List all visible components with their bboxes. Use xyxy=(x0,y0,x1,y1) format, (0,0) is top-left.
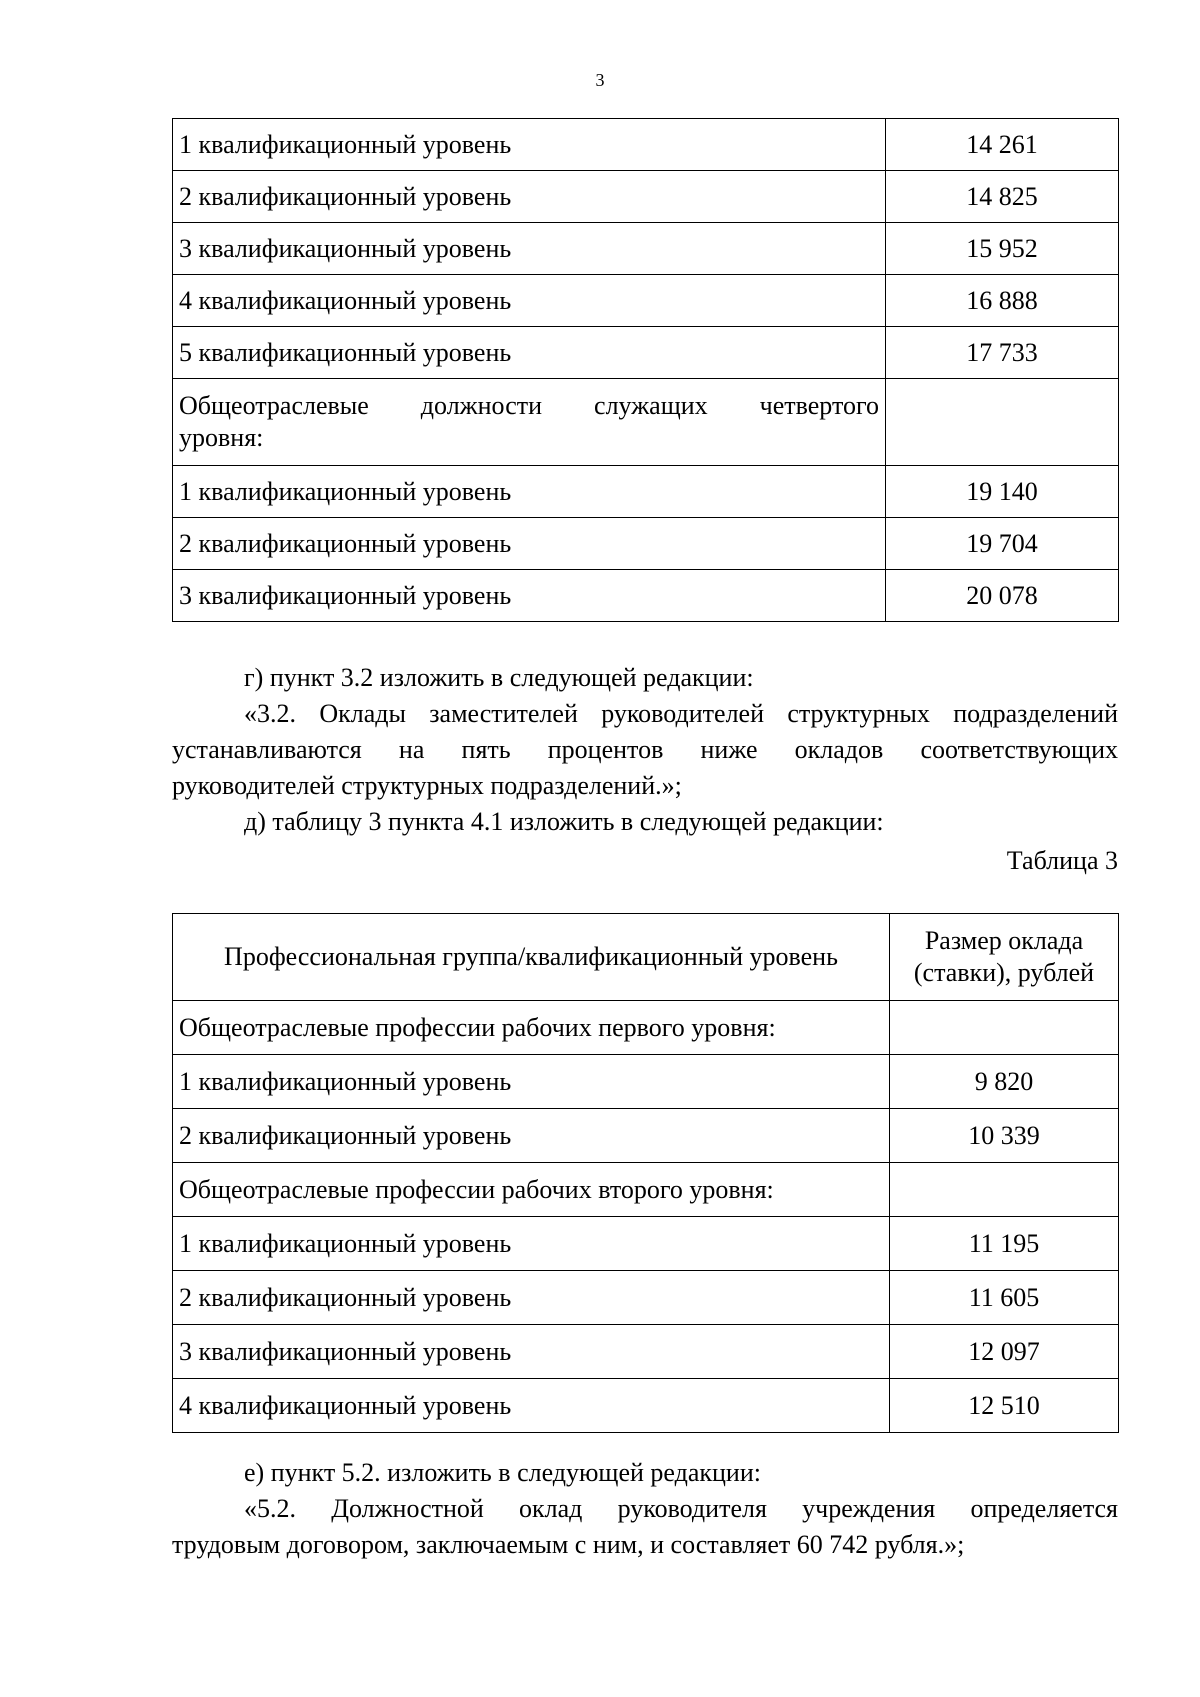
header-line: Размер оклада xyxy=(924,926,1084,955)
table-row xyxy=(173,171,1119,223)
column-header-salary xyxy=(890,914,1119,1001)
row-value: 11 195 xyxy=(890,1217,1119,1271)
table-row xyxy=(173,275,1119,327)
row-label: 3 квалификационный уровень xyxy=(173,1325,890,1379)
row-value: 16 888 xyxy=(886,275,1119,327)
row-label: 1 квалификационный уровень xyxy=(173,1055,890,1109)
row-value: 17 733 xyxy=(886,327,1119,379)
page-number: 3 xyxy=(595,70,605,90)
paragraph-e-intro: е) пункт 5.2. изложить в следующей редакции: xyxy=(244,1458,761,1487)
group-label: Общеотраслевые профессии рабочих первого уровня: xyxy=(173,1001,890,1055)
row-value: 14 261 xyxy=(886,119,1119,171)
table-row xyxy=(173,327,1119,379)
row-label: 1 квалификационный уровень xyxy=(173,1217,890,1271)
group-label: Общеотраслевые профессии рабочих второго уровня: xyxy=(173,1163,890,1217)
row-value: 14 825 xyxy=(886,171,1119,223)
table-group-row xyxy=(173,379,1119,466)
row-label: 5 квалификационный уровень xyxy=(173,327,886,379)
table-row xyxy=(173,1325,1119,1379)
paragraph-e-body xyxy=(172,1491,1118,1563)
row-label: 4 квалификационный уровень xyxy=(173,1379,890,1433)
table-row xyxy=(173,466,1119,518)
table-row xyxy=(173,119,1119,171)
header-line: (ставки), рублей xyxy=(913,958,1095,987)
row-value xyxy=(886,379,1119,466)
paragraph-line: трудовым договором, заключаемым с ним, и составляет 60 742 рубля.»; xyxy=(172,1530,965,1559)
row-value: 12 097 xyxy=(890,1325,1119,1379)
table-row xyxy=(173,518,1119,570)
table-row xyxy=(173,223,1119,275)
paragraph-d-intro: д) таблицу 3 пункта 4.1 изложить в следующей редакции: xyxy=(244,807,884,836)
table-row xyxy=(173,1217,1119,1271)
row-value: 10 339 xyxy=(890,1109,1119,1163)
row-label: 4 квалификационный уровень xyxy=(173,275,886,327)
table-header-row xyxy=(173,914,1119,1001)
table-row xyxy=(173,1055,1119,1109)
paragraph-g-body xyxy=(172,696,1118,804)
row-value: 11 605 xyxy=(890,1271,1119,1325)
row-label: 2 квалификационный уровень xyxy=(173,518,886,570)
group-label-line1: Общеотраслевые должности служащих четвертого xyxy=(179,391,879,420)
table-group-row xyxy=(173,1163,1119,1217)
salary-table-3 xyxy=(172,913,1119,1433)
paragraph-line: «5.2. Должностной оклад руководителя учреждения определяется xyxy=(244,1494,1118,1523)
group-label xyxy=(173,379,886,466)
row-value: 19 704 xyxy=(886,518,1119,570)
row-label: 3 квалификационный уровень xyxy=(173,570,886,622)
row-value: 9 820 xyxy=(890,1055,1119,1109)
row-label: 2 квалификационный уровень xyxy=(173,1109,890,1163)
group-label-line2: уровня: xyxy=(179,423,264,452)
table-row xyxy=(173,1271,1119,1325)
column-header-group: Профессиональная группа/квалификационный уровень xyxy=(173,914,890,1001)
row-value xyxy=(890,1163,1119,1217)
row-label: 1 квалификационный уровень xyxy=(173,119,886,171)
paragraph-line: руководителей структурных подразделений.»; xyxy=(172,771,682,800)
row-value xyxy=(890,1001,1119,1055)
row-value: 20 078 xyxy=(886,570,1119,622)
paragraph-line: «3.2. Оклады заместителей руководителей структурных подразделений xyxy=(244,699,1118,728)
table-row xyxy=(173,1379,1119,1433)
row-value: 12 510 xyxy=(890,1379,1119,1433)
table-group-row xyxy=(173,1001,1119,1055)
salary-table-continued xyxy=(172,118,1119,622)
table-row xyxy=(173,1109,1119,1163)
row-label: 3 квалификационный уровень xyxy=(173,223,886,275)
paragraph-line: устанавливаются на пять процентов ниже окладов соответствующих xyxy=(172,735,1118,764)
row-label: 1 квалификационный уровень xyxy=(173,466,886,518)
row-label: 2 квалификационный уровень xyxy=(173,171,886,223)
row-value: 19 140 xyxy=(886,466,1119,518)
paragraph-g-intro: г) пункт 3.2 изложить в следующей редакции: xyxy=(244,663,754,692)
table-caption: Таблица 3 xyxy=(1006,846,1118,875)
row-value: 15 952 xyxy=(886,223,1119,275)
table-row xyxy=(173,570,1119,622)
row-label: 2 квалификационный уровень xyxy=(173,1271,890,1325)
